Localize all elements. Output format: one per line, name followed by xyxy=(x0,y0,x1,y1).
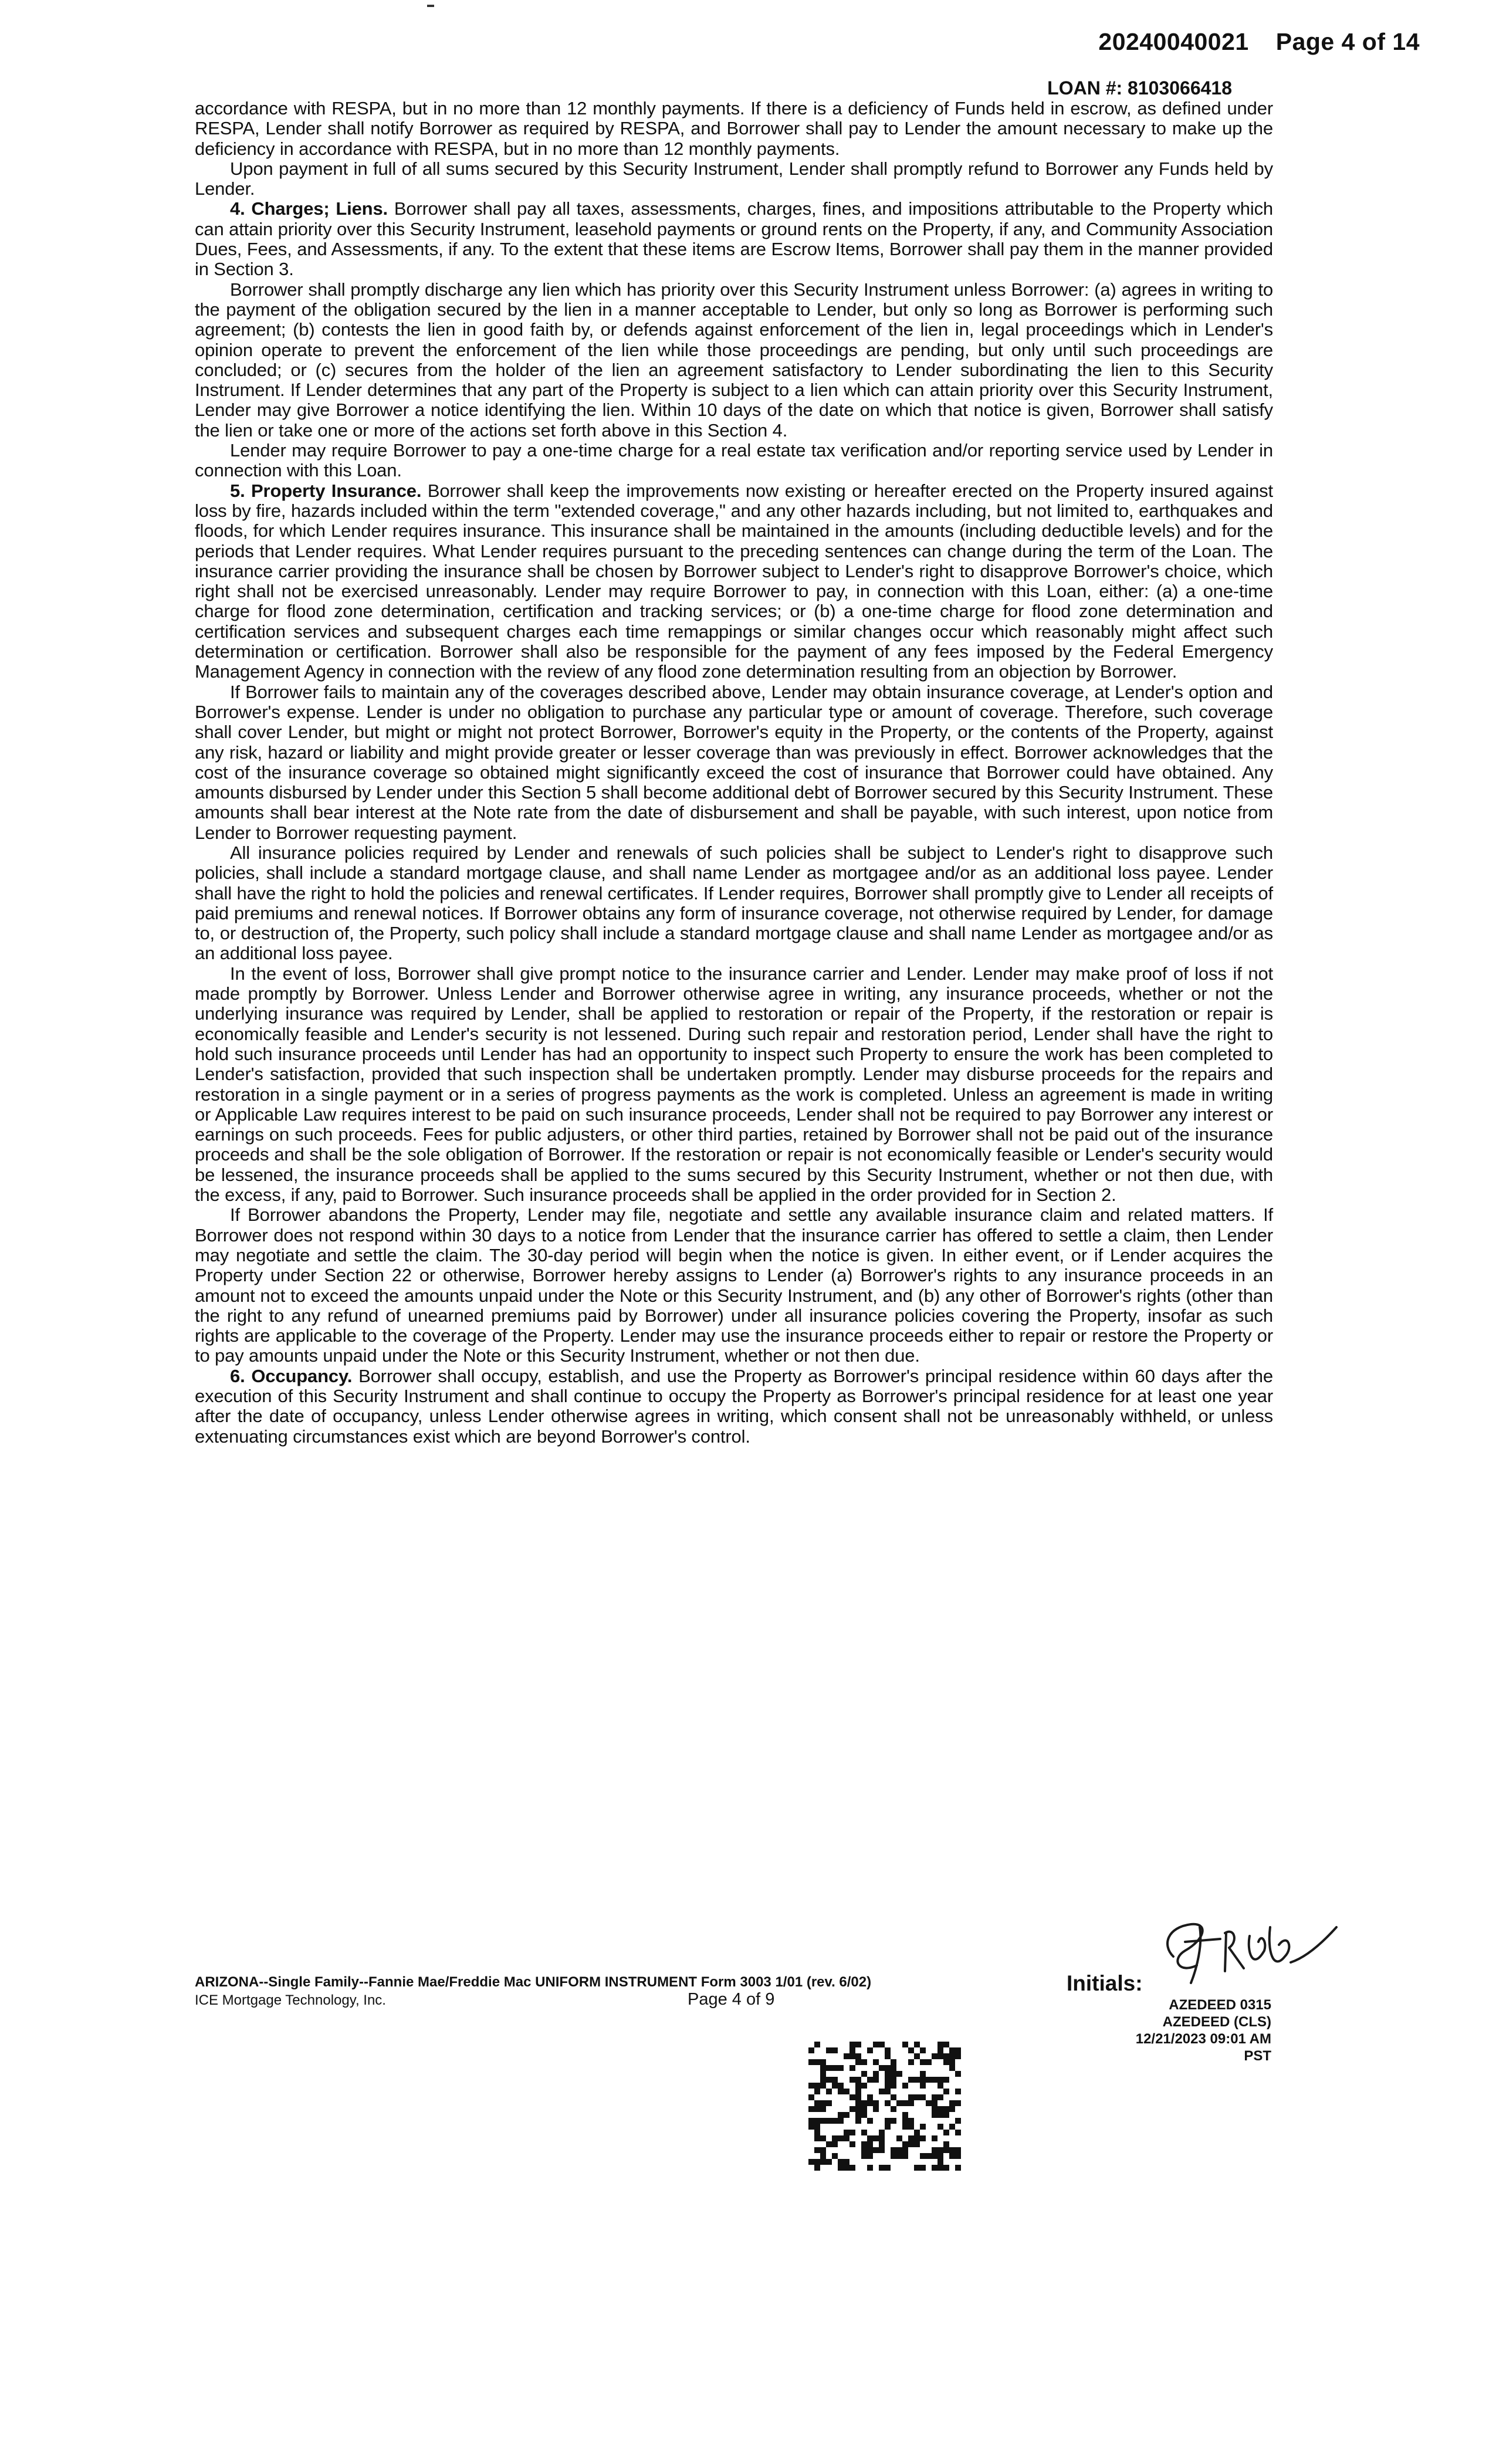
document-stamp xyxy=(1118,1996,1271,2064)
paragraph xyxy=(195,843,1273,964)
paragraph-text: All insurance policies required by Lender and renewals of such policies shall be subject to Lender's right to disapprove such policies, shall include a standard mortgage clause, and shall name Lender as mortgagee and/or as an additional loss payee. Lender shall have the right to hold the policies and renewal certificates. If Lender requires, Borrower shall promptly give to Lender all receipts of paid premiums and renewal notices. If Borrower obtains any form of insurance coverage, not otherwise required by Lender, for damage to, or destruction of, the Property, such policy shall include a standard mortgage clause and shall name Lender as mortgagee and/or as an additional loss payee. xyxy=(195,842,1273,964)
paragraph xyxy=(195,1366,1273,1447)
form-page-number: Page 4 of 9 xyxy=(688,1990,775,2009)
paragraph xyxy=(195,481,1273,682)
paragraph xyxy=(195,964,1273,1206)
scan-mark xyxy=(427,5,434,7)
paragraph-text: Borrower shall promptly discharge any lien which has priority over this Security Instrument unless Borrower: (a) agrees in writing to the payment of the obligation secured by the lien in a manner acceptable to Lender, but only so long as Borrower is performing such agreement; (b) contests the lien in good faith by, or defends against enforcement of the lien in, legal proceedings which in Lender's opinion operate to prevent the enforcement of the lien while those proceedings are pending, but only until such proceedings are concluded; or (c) secures from the holder of the lien an agreement satisfactory to Lender subordinating the lien to this Security Instrument. If Lender determines that any part of the Property is subject to a lien which can attain priority over this Security Instrument, Lender may give Borrower a notice identifying the lien. Within 10 days of the date on which that notice is given, Borrower shall satisfy the lien or take one or more of the actions set forth above in this Section 4. xyxy=(195,279,1273,441)
stamp-timestamp: 12/21/2023 09:01 AM PST xyxy=(1135,2031,1271,2064)
paragraph xyxy=(195,199,1273,279)
paragraph xyxy=(195,682,1273,843)
vendor-name: ICE Mortgage Technology, Inc. xyxy=(195,1992,386,2008)
section-title: Charges; Liens. xyxy=(251,198,388,219)
form-identifier: ARIZONA--Single Family--Fannie Mae/Freddie Mac UNIFORM INSTRUMENT Form 3003 1/01 (rev. 6/02) xyxy=(195,1974,872,1990)
paragraph-text: If Borrower fails to maintain any of the coverages described above, Lender may obtain insurance coverage, at Lender's option and Borrower's expense. Lender is under no obligation to purchase any particular type or amount of coverage. Therefore, such coverage shall cover Lender, but might or might not protect Borrower, Borrower's equity in the Property, or the contents of the Property, against any risk, hazard or liability and might provide greater or lesser coverage than was previously in effect. Borrower acknowledges that the cost of the insurance coverage so obtained might significantly exceed the cost of insurance that Borrower could have obtained. Any amounts disbursed by Lender under this Section 5 shall become additional debt of Borrower secured by this Security Instrument. These amounts shall bear interest at the Note rate from the date of disbursement and shall be payable, with such interest, upon notice from Lender to Borrower requesting payment. xyxy=(195,681,1273,843)
section-number: 4. xyxy=(230,198,245,219)
stamp-code: AZEDEED 0315 xyxy=(1169,1997,1271,2013)
paragraph xyxy=(195,441,1273,481)
paragraph-text: accordance with RESPA, but in no more than 12 monthly payments. If there is a deficiency of Funds held in escrow, as defined under RESPA, Lender shall notify Borrower as required by RESPA, and Borrower shall pay to Lender the amount necessary to make up the deficiency in accordance with RESPA, but in no more than 12 monthly payments. xyxy=(195,98,1273,159)
paragraph-text: Borrower shall occupy, establish, and use the Property as Borrower's principal residence within 60 days after the execution of this Security Instrument and shall continue to occupy the Property as Borrower's principal residence for at least one year after the date of occupancy, unless Lender otherwise agrees in writing, which consent shall not be unreasonably withheld, or unless extenuating circumstances exist which are beyond Borrower's control. xyxy=(195,1365,1273,1447)
paragraph xyxy=(195,159,1273,199)
paragraph-text: Upon payment in full of all sums secured by this Security Instrument, Lender shall promptly refund to Borrower any Funds held by Lender. xyxy=(195,158,1273,199)
paragraph xyxy=(195,280,1273,441)
paragraph-text: Borrower shall pay all taxes, assessments, charges, fines, and impositions attributable to the Property which can attain priority over this Security Instrument, leasehold payments or ground rents on the Property, if any, and Community Association Dues, Fees, and Assessments, if any. To the extent that these items are Escrow Items, Borrower shall pay them in the manner provided in Section 3. xyxy=(195,198,1274,280)
loan-number: LOAN #: 8103066418 xyxy=(1047,77,1232,99)
barcode xyxy=(808,2042,961,2171)
section-title: Occupancy. xyxy=(251,1365,353,1386)
document-body xyxy=(195,99,1273,1447)
paragraph xyxy=(195,1205,1273,1366)
paragraph xyxy=(195,99,1273,159)
section-number: 6. xyxy=(230,1365,245,1386)
paragraph-text: Lender may require Borrower to pay a one-time charge for a real estate tax verification and/or reporting service used by Lender in connection with this Loan. xyxy=(195,440,1273,481)
initials-signature xyxy=(1150,1915,1338,1992)
section-title: Property Insurance. xyxy=(251,480,422,501)
page-header xyxy=(1098,28,1420,56)
paragraph-text: In the event of loss, Borrower shall give prompt notice to the insurance carrier and Lender. Lender may make proof of loss if not made promptly by Borrower. Unless Lender and Borrower otherwise agree in writing, any insurance proceeds, whether or not the underlying insurance was required by Lender, shall be applied to restoration or repair of the Property, if the restoration or repair is economically feasible and Lender's security is not lessened. During such repair and restoration period, Lender shall have the right to hold such insurance proceeds until Lender has had an opportunity to inspect such Property to ensure the work has been completed to Lender's satisfaction, provided that such inspection shall be undertaken promptly. Lender may disburse proceeds for the repairs and restoration in a single payment or in a series of progress payments as the work is completed. Unless an agreement is made in writing or Applicable Law requires interest to be paid on such insurance proceeds, Lender shall not be required to pay Borrower any interest or earnings on such proceeds. Fees for public adjusters, or other third parties, retained by Borrower shall not be paid out of the insurance proceeds and shall be the sole obligation of Borrower. If the restoration or repair is not economically feasible or Lender's security would be lessened, the insurance proceeds shall be applied to the sums secured by this Security Instrument, whether or not then due, with the excess, if any, paid to Borrower. Such insurance proceeds shall be applied in the order provided for in Section 2. xyxy=(195,963,1273,1206)
page-indicator: Page 4 of 14 xyxy=(1275,28,1420,55)
document-number: 20240040021 xyxy=(1098,28,1249,55)
initials-label: Initials: xyxy=(1067,1971,1143,1995)
paragraph-text: Borrower shall keep the improvements now existing or hereafter erected on the Property insured against loss by fire, hazards included within the term "extended coverage," and any other hazards including, but not limited to, earthquakes and floods, for which Lender requires insurance. This insurance shall be maintained in the amounts (including deductible levels) and for the periods that Lender requires. What Lender requires pursuant to the preceding sentences can change during the term of the Loan. The insurance carrier providing the insurance shall be chosen by Borrower subject to Lender's right to disapprove Borrower's choice, which right shall not be exercised unreasonably. Lender may require Borrower to pay, in connection with this Loan, either: (a) a one-time charge for flood zone determination, certification and tracking services; or (b) a one-time charge for flood zone determination and certification services and subsequent charges each time remappings or similar changes occur which reasonably might affect such determination or certification. Borrower shall also be responsible for the payment of any fees imposed by the Federal Emergency Management Agency in connection with the review of any flood zone determination resulting from an objection by Borrower. xyxy=(195,480,1273,682)
section-number: 5. xyxy=(230,480,245,501)
paragraph-text: If Borrower abandons the Property, Lender may file, negotiate and settle any available insurance claim and related matters. If Borrower does not respond within 30 days to a notice from Lender that the insurance carrier has offered to settle a claim, then Lender may negotiate and settle the claim. The 30-day period will begin when the notice is given. In either event, or if Lender acquires the Property under Section 22 or otherwise, Borrower hereby assigns to Lender (a) Borrower's rights to any insurance proceeds in an amount not to exceed the amounts unpaid under the Note or this Security Instrument, and (b) any other of Borrower's rights (other than the right to any refund of unearned premiums paid by Borrower) under all insurance policies covering the Property, insofar as such rights are applicable to the coverage of the Property. Lender may use the insurance proceeds either to repair or restore the Property or to pay amounts unpaid under the Note or this Security Instrument, whether or not then due. xyxy=(195,1204,1273,1366)
stamp-type: AZEDEED (CLS) xyxy=(1162,2014,1271,2030)
